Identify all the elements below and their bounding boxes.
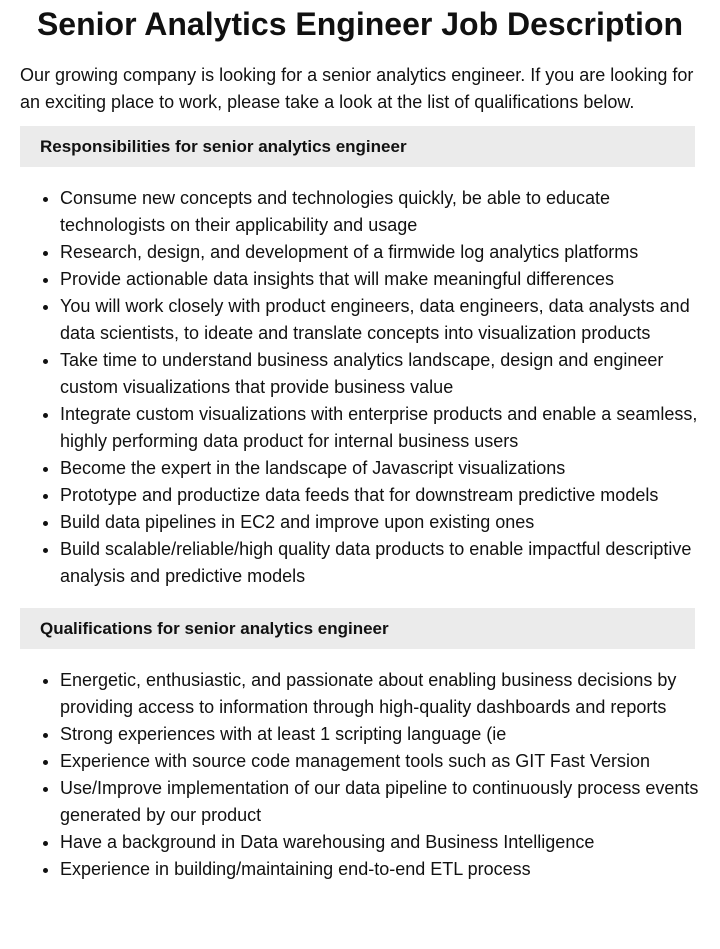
qualifications-heading: Qualifications for senior analytics engineer <box>20 608 695 649</box>
list-item: • Provide actionable data insights that will make meaningful differences <box>60 266 700 293</box>
qualifications-list <box>20 667 700 883</box>
list-item: • Integrate custom visualizations with enterprise products and enable a seamless, highly performing data product for internal business users <box>60 401 700 455</box>
list-item: • Research, design, and development of a firmwide log analytics platforms <box>60 239 700 266</box>
list-item: • Prototype and productize data feeds that for downstream predictive models <box>60 482 700 509</box>
list-item: • Use/Improve implementation of our data pipeline to continuously process events generated by our product <box>60 775 700 829</box>
list-item: • Build data pipelines in EC2 and improve upon existing ones <box>60 509 700 536</box>
list-item: • Build scalable/reliable/high quality data products to enable impactful descriptive analysis and predictive models <box>60 536 700 590</box>
list-item: • Experience in building/maintaining end-to-end ETL process <box>60 856 700 883</box>
intro-text: Our growing company is looking for a senior analytics engineer. If you are looking for an exciting place to work, please take a look at the list of qualifications below. <box>20 65 694 112</box>
page-title: Senior Analytics Engineer Job Description <box>36 6 684 42</box>
list-item: • Strong experiences with at least 1 scripting language (ie <box>60 721 700 748</box>
list-item: • You will work closely with product engineers, data engineers, data analysts and data scientists, to ideate and translate concepts into visualization products <box>60 293 700 347</box>
list-item: • Consume new concepts and technologies quickly, be able to educate technologists on their applicability and usage <box>60 185 700 239</box>
list-item: • Become the expert in the landscape of Javascript visualizations <box>60 455 700 482</box>
list-item: • Energetic, enthusiastic, and passionate about enabling business decisions by providing access to information through high-quality dashboards and reports <box>60 667 700 721</box>
responsibilities-list <box>20 185 700 590</box>
responsibilities-heading: Responsibilities for senior analytics engineer <box>20 126 695 167</box>
list-item: • Experience with source code management tools such as GIT Fast Version <box>60 748 700 775</box>
list-item: • Have a background in Data warehousing and Business Intelligence <box>60 829 700 856</box>
list-item: • Take time to understand business analytics landscape, design and engineer custom visualizations that provide business value <box>60 347 700 401</box>
